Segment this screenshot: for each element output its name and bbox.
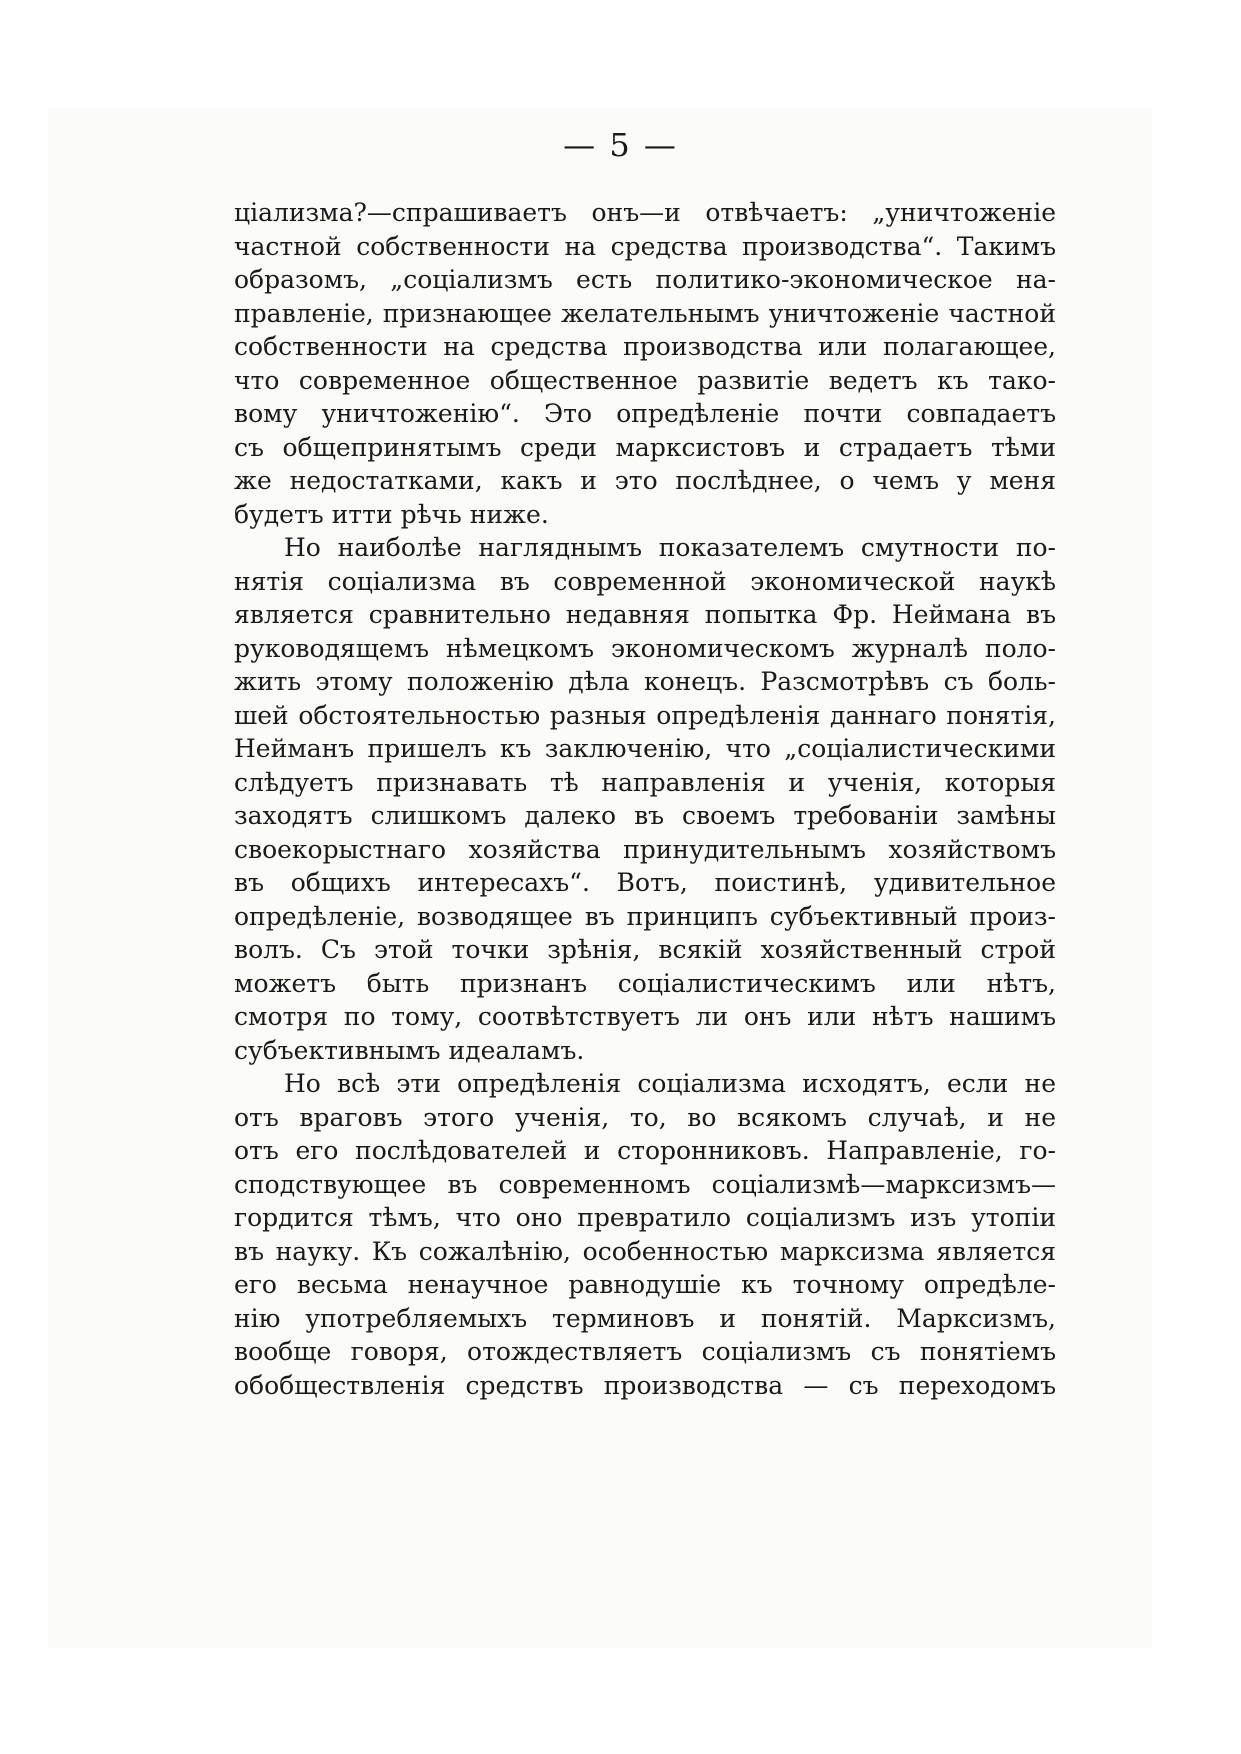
text-line: что современное общественное развитіе ведетъ къ тако-: [234, 365, 1056, 395]
text-line: опредѣленіе, возводящее въ принципъ субъективный произ-: [234, 901, 1056, 931]
paragraph-2: [234, 531, 1056, 1067]
text-line: Но наиболѣе нагляднымъ показателемъ смутности по-: [284, 533, 1056, 562]
text-line: въ науку. Къ сожалѣнію, особенностью марксизма является: [234, 1236, 1056, 1266]
text-line: съ общепринятымъ среди марксистовъ и страдаетъ тѣми: [234, 432, 1056, 462]
text-line: въ общихъ интересахъ“. Вотъ, поистинѣ, удивительное: [234, 868, 1056, 897]
text-line: образомъ, „соціализмъ есть политико-экономическое на-: [234, 265, 1056, 294]
text-line: отъ враговъ этого ученія, то, во всякомъ случаѣ, и не: [234, 1102, 1056, 1132]
text-line: собственности на средства производства или полагающее,: [234, 332, 1056, 361]
text-line: можетъ быть признанъ соціалистическимъ или нѣтъ,: [234, 968, 1056, 998]
text-line: волъ. Съ этой точки зрѣнія, всякій хозяйственный строй: [234, 935, 1056, 964]
text-line: вому уничтоженію“. Это опредѣленіе почти совпадаетъ: [234, 399, 1056, 428]
text-line: жить этому положенію дѣла конецъ. Разсмотрѣвъ съ боль-: [234, 667, 1056, 696]
body-text: [234, 196, 1056, 1402]
text-line: нятія соціализма въ современной экономической наукѣ: [234, 566, 1056, 596]
paragraph-3: [234, 1067, 1056, 1402]
text-line: нію употребляемыхъ терминовъ и понятій. Марксизмъ,: [234, 1303, 1056, 1333]
text-line: правленіе, признающее желательнымъ уничтоженіе частной: [234, 298, 1056, 328]
text-line: сподствующее въ современномъ соціализмѣ—марксизмъ—: [234, 1169, 1056, 1199]
text-line: отъ его послѣдователей и сторонниковъ. Направленіе, го-: [234, 1136, 1056, 1165]
text-line: же недостатками, какъ и это послѣднее, о чемъ у меня: [234, 466, 1056, 495]
text-line: слѣдуетъ признавать тѣ направленія и ученія, которыя: [234, 767, 1056, 797]
text-line: Но всѣ эти опредѣленія соціализма исходятъ, если не: [284, 1069, 1056, 1098]
text-line: его весьма ненаучное равнодушіе къ точному опредѣле-: [234, 1270, 1056, 1299]
paragraph-1: [234, 196, 1056, 531]
text-line: заходятъ слишкомъ далеко въ своемъ требованіи замѣны: [234, 801, 1056, 830]
page-number: — 5 —: [563, 126, 678, 164]
text-line: шей обстоятельностью разныя опредѣленія даннаго понятія,: [234, 700, 1056, 730]
text-line: обобществленія средствъ производства — съ переходомъ: [234, 1370, 1056, 1400]
text-line: Нейманъ пришелъ къ заключенію, что „соціалистическими: [234, 734, 1056, 763]
text-line: ціализма?—спрашиваетъ онъ—и отвѣчаетъ: „уничтоженіе: [234, 198, 1056, 227]
text-line: субъективнымъ идеаламъ.: [234, 1035, 585, 1065]
text-line: руководящемъ нѣмецкомъ экономическомъ журналѣ поло-: [234, 633, 1056, 663]
text-line: является сравнительно недавняя попытка Фр. Неймана въ: [234, 600, 1056, 629]
text-line: смотря по тому, соотвѣтствуетъ ли онъ или нѣтъ нашимъ: [234, 1002, 1056, 1031]
text-line: частной собственности на средства производства“. Такимъ: [234, 231, 1056, 261]
text-line: своекорыстнаго хозяйства принудительнымъ хозяйствомъ: [234, 834, 1056, 864]
text-line: вообще говоря, отождествляетъ соціализмъ съ понятіемъ: [234, 1337, 1056, 1366]
text-line: будетъ итти рѣчь ниже.: [234, 499, 549, 529]
text-line: гордится тѣмъ, что оно превратило соціализмъ изъ утопіи: [234, 1203, 1056, 1232]
